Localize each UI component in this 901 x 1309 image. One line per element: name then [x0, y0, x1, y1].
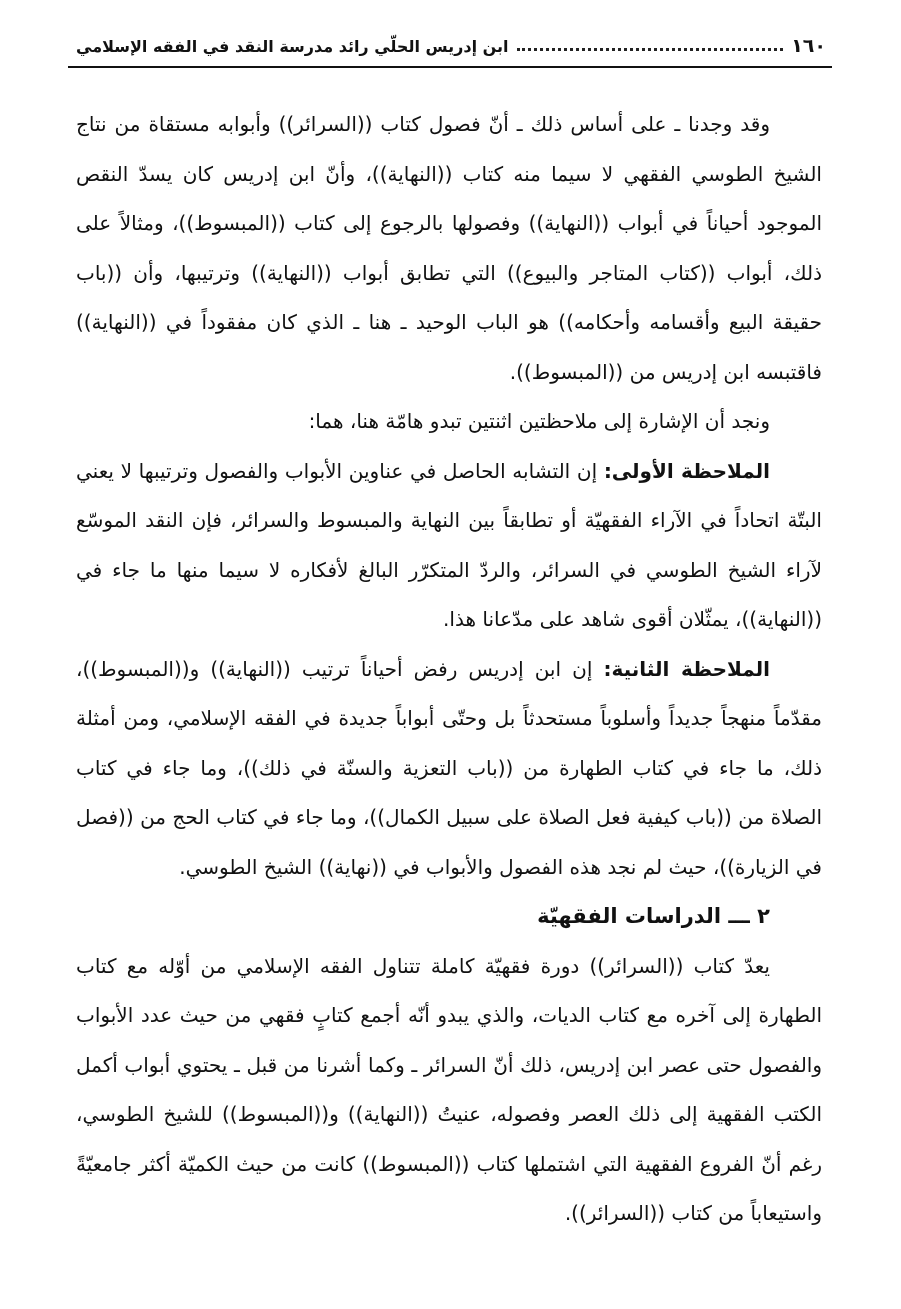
page-header: [76, 28, 826, 64]
observation-two-text: إن ابن إدريس رفض أحياناً ترتيب ((النهاية)) و((المبسوط))، مقدّماً منهجاً جديداً وأسلوباً مستحدثاً بل وحتّى أبواباً جديدة في الفقه الإسلامي، ومن أمثلة ذلك، ما جاء في كتاب الطهارة من ((باب التعزية والسنّة في ذلك))، وما جاء في كتاب الصلاة من ((باب كيفية فعل الصلاة على سبيل الكمال))، وما جاء في كتاب الحج من ((فصل في الزيارة))، حيث لم نجد هذه الفصول والأبواب في ((نهاية)) الشيخ الطوسي.: [76, 656, 822, 879]
running-title: ابن إدريس الحلّي رائد مدرسة النقد في الفقه الإسلامي: [76, 36, 509, 56]
page-number: ١٦٠: [791, 35, 826, 57]
paragraph-2: ونجد أن الإشارة إلى ملاحظتين اثنتين تبدو هامّة هنا، هما:: [308, 409, 770, 433]
paragraph-1: وقد وجدنا ـ على أساس ذلك ـ أنّ فصول كتاب ((السرائر)) وأبوابه مستقاة من نتاج الشيخ الطوسي الفقهي لا سيما منه كتاب ((النهاية))، وأنّ ابن إدريس كان يسدّ النقص الموجود أحياناً في أبواب ((النهاية)) وفصولها بالرجوع إلى كتاب ((المبسوط))، ومثالاً على ذلك، أبواب ((كتاب المتاجر والبيوع)) التي تطابق أبواب ((النهاية)) وترتيبها، وأن ((باب حقيقة البيع وأقسامه وأحكامه)) هو الباب الوحيد ـ هنا ـ الذي كان مفقوداً في ((النهاية)) فاقتبسه ابن إدريس من ((المبسوط)).: [76, 112, 822, 384]
header-rule: [68, 66, 832, 68]
observation-two-label: الملاحظة الثانية:: [603, 656, 770, 681]
page-body: [76, 100, 822, 1239]
observation-one-text: إن التشابه الحاصل في عناوين الأبواب والفصول وترتيبها لا يعني البتّة اتحاداً في الآراء الفقهيّة أو تطابقاً بين النهاية والمبسوط والسرائر، فإن النقد الموسّع لآراء الشيخ الطوسي في السرائر، والردّ المتكرّر البالغ لأفكاره لا سيما منها ما جاء في ((النهاية))، يمثّلان أقوى شاهد على مدّعانا هذا.: [76, 458, 822, 631]
paragraph-5: يعدّ كتاب ((السرائر)) دورة فقهيّة كاملة تتناول الفقه الإسلامي من أوّله مع كتاب الطهارة إلى آخره مع كتاب الديات، والذي يبدو أنّه أجمع كتابٍ فقهي من حيث عدد الأبواب والفصول حتى عصر ابن إدريس، ذلك أنّ السرائر ـ وكما أشرنا من قبل ـ يحتوي أبواب أكمل الكتب الفقهية إلى ذلك العصر وفصوله، عنيتُ ((النهاية)) و((المبسوط)) للشيخ الطوسي، رغم أنّ الفروع الفقهية التي اشتملها كتاب ((المبسوط)) كانت من حيث الكميّة أكثر جامعيّةً واستيعاباً من كتاب ((السرائر)).: [76, 953, 822, 1225]
paragraph-4: [76, 645, 822, 893]
paragraph-3: [76, 447, 822, 645]
observation-one-label: الملاحظة الأولى:: [603, 458, 770, 483]
section-heading: ٢ ـــ الدراسات الفقهيّة: [537, 904, 770, 928]
header-dot-leader: [517, 38, 784, 51]
